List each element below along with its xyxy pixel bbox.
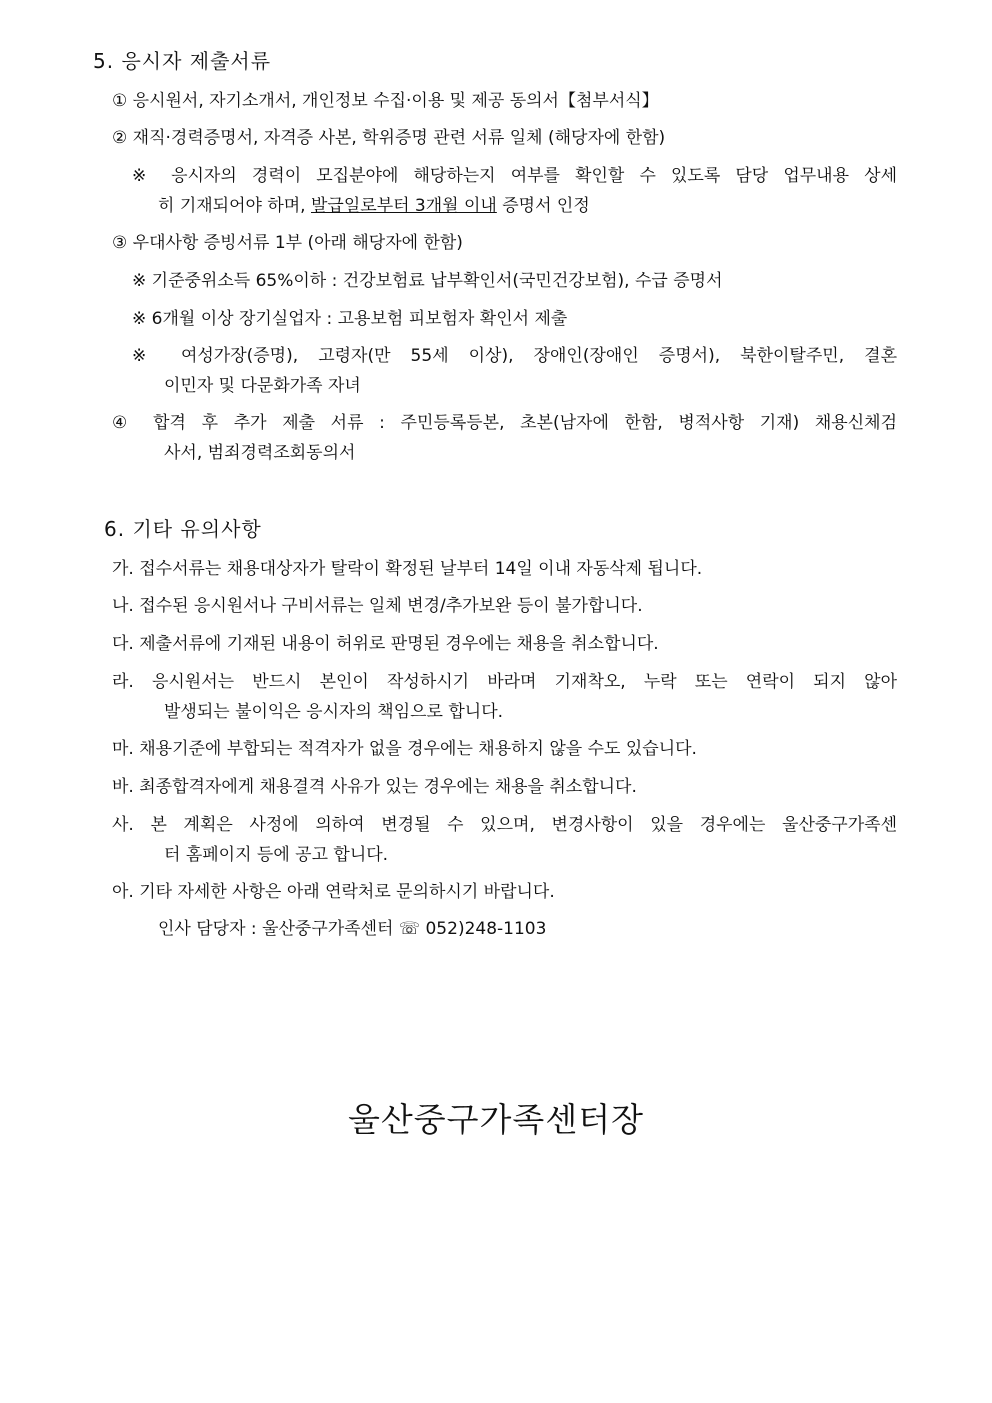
section-6-item-sa-line-2: 터 홈페이지 등에 공고 합니다. <box>164 845 389 865</box>
signature: 울산중구가족센터장 <box>348 1100 644 1139</box>
section-5-item-2-note-line-2 <box>158 195 590 217</box>
section-5-title: 5. 응시자 제출서류 <box>93 49 272 73</box>
section-5-item-3-note-3-line-1: ※ 여성가장(증명), 고령자(만 55세 이상), 장애인(장애인 증명서), 북한이탈주민, 결혼 <box>132 346 897 366</box>
section-6-item-ma: 마. 채용기준에 부합되는 적격자가 없을 경우에는 채용하지 않을 수도 있습니다. <box>112 739 697 759</box>
section-6-item-a: 아. 기타 자세한 사항은 아래 연락처로 문의하시기 바랍니다. <box>112 882 555 902</box>
section-5-item-1: ① 응시원서, 자기소개서, 개인정보 수집·이용 및 제공 동의서【첨부서식】 <box>112 91 659 111</box>
section-6-item-ga: 가. 접수서류는 채용대상자가 탈락이 확정된 날부터 14일 이내 자동삭제 됩니다. <box>112 559 703 579</box>
underlined-period: 발급일로부터 3개월 이내 <box>311 196 497 216</box>
section-6-item-ba: 바. 최종합격자에게 채용결격 사유가 있는 경우에는 채용을 취소합니다. <box>112 777 637 797</box>
section-5-item-3-note-2: ※ 6개월 이상 장기실업자 : 고용보험 피보험자 확인서 제출 <box>132 309 568 329</box>
section-5-item-4-line-2: 사서, 범죄경력조회동의서 <box>164 443 356 463</box>
section-5-item-2: ② 재직·경력증명서, 자격증 사본, 학위증명 관련 서류 일체 (해당자에 한함) <box>112 128 666 148</box>
note-text: 증명서 인정 <box>496 196 590 216</box>
section-6-item-ra-line-2: 발생되는 불이익은 응시자의 책임으로 합니다. <box>164 702 504 722</box>
contact-line: 인사 담당자 : 울산중구가족센터 ☏ 052)248-1103 <box>158 919 547 939</box>
section-5-item-3: ③ 우대사항 증빙서류 1부 (아래 해당자에 한함) <box>112 233 463 253</box>
section-6-item-da: 다. 제출서류에 기재된 내용이 허위로 판명된 경우에는 채용을 취소합니다. <box>112 634 659 654</box>
section-5-item-3-note-1: ※ 기준중위소득 65%이하 : 건강보험료 납부확인서(국민건강보험), 수급 증명서 <box>132 271 723 291</box>
section-5-item-4-line-1: ④ 합격 후 추가 제출 서류 : 주민등록등본, 초본(남자에 한함, 병적사항 기재) 채용신체검 <box>112 413 897 433</box>
section-6-item-ra-line-1: 라. 응시원서는 반드시 본인이 작성하시기 바라며 기재착오, 누락 또는 연락이 되지 않아 <box>112 672 897 692</box>
section-5-item-3-note-3-line-2: 이민자 및 다문화가족 자녀 <box>164 376 361 396</box>
note-text: 히 기재되어야 하며, <box>158 196 311 216</box>
section-5-item-2-note-line-1: ※ 응시자의 경력이 모집분야에 해당하는지 여부를 확인할 수 있도록 담당 업무내용 상세 <box>132 166 897 186</box>
section-6-item-na: 나. 접수된 응시원서나 구비서류는 일체 변경/추가보완 등이 불가합니다. <box>112 596 643 616</box>
section-6-item-sa-line-1: 사. 본 계획은 사정에 의하여 변경될 수 있으며, 변경사항이 있을 경우에는 울산중구가족센 <box>112 815 897 835</box>
section-6-title: 6. 기타 유의사항 <box>104 517 262 541</box>
